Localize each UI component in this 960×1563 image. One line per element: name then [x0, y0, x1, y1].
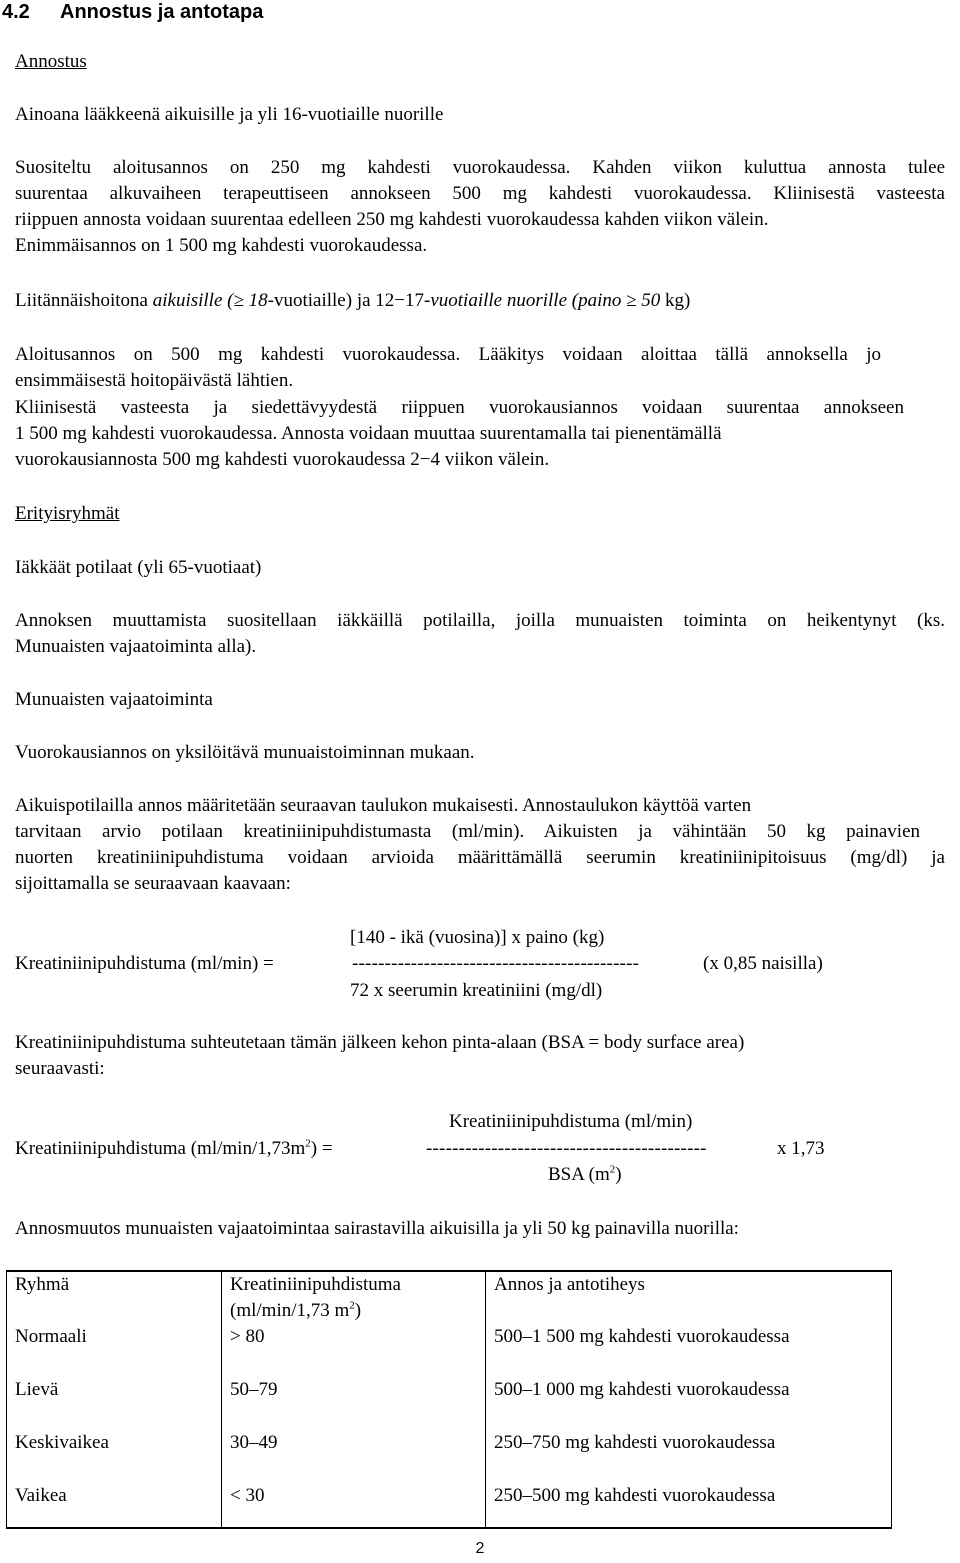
- header-clearance-end: ): [354, 1300, 362, 1321]
- header-dose: Annos ja antotiheys: [486, 1271, 892, 1324]
- formula1-numerator: [140 - ikä (vuosina)] x paino (kg): [350, 927, 605, 948]
- formula2-denominator: [548, 1162, 622, 1188]
- bsa-line-2: seuraavasti:: [15, 1058, 105, 1079]
- special-groups-heading: Erityisryhmät: [15, 503, 120, 524]
- row-clearance: < 30: [222, 1483, 486, 1528]
- table-header-row: [7, 1271, 892, 1324]
- dose-table: [6, 1270, 892, 1529]
- renal-line-1: Vuorokausiannos on yksilöitävä munuaistoiminnan mukaan.: [15, 742, 475, 763]
- formula2-numerator: Kreatiniinipuhdistuma (ml/min): [449, 1111, 693, 1132]
- formula2-bar: -------------------------------------------: [426, 1138, 707, 1159]
- adjunct-line-5: vuorokausiannosta 500 mg kahdesti vuorokaudessa 2−4 viikon välein.: [15, 449, 550, 470]
- adjunct-line-3: Kliinisestä vasteesta ja siedettävyydestä riippuen vuorokausiannos voidaan suurentaa annokseen: [15, 397, 904, 418]
- formula1-lhs: Kreatiniinipuhdistuma (ml/min) =: [15, 953, 274, 974]
- adjunct-sub-f: ≥ 50: [626, 290, 661, 311]
- section-number: 4.2: [2, 1, 30, 23]
- renal-line-2: Aikuispotilailla annos määritetään seuraavan taulukon mukaisesti. Annostaulukon käyttöä varten: [15, 795, 752, 816]
- elderly-line-2: Munuaisten vajaatoiminta alla).: [15, 636, 257, 657]
- row-dose: 250–500 mg kahdesti vuorokaudessa: [486, 1483, 892, 1528]
- adjunct-sub-d: -vuotiaille) ja 12−17-: [267, 290, 431, 311]
- table-row: [7, 1324, 892, 1377]
- adjunct-sub-g: kg): [660, 290, 691, 311]
- row-group: Lievä: [15, 1379, 59, 1400]
- elderly-subheading: Iäkkäät potilaat (yli 65-vuotiaat): [15, 557, 262, 578]
- mono-line-3: riippuen annosta voidaan suurentaa edelleen 250 mg kahdesti vuorokaudessa kahden viikon välein.: [15, 209, 769, 230]
- adjunct-sub-c: ≥ 18: [233, 290, 268, 311]
- adjunct-sub-e: vuotiaille nuorille (paino: [430, 290, 627, 311]
- header-clearance-b: (ml/min/1,73 m: [230, 1300, 350, 1321]
- table-row: [7, 1483, 892, 1528]
- mono-line-2: suurentaa alkuvaiheen terapeuttiseen annokseen 500 mg kahdesti vuorokaudessa. Kliinisestä vasteesta: [15, 183, 945, 204]
- formula2-lhs-sup: 2: [305, 1137, 311, 1150]
- formula1-denominator: 72 x seerumin kreatiniini (mg/dl): [350, 980, 603, 1001]
- renal-subheading: Munuaisten vajaatoiminta: [15, 689, 213, 710]
- row-dose: 500–1 000 mg kahdesti vuorokaudessa: [486, 1377, 892, 1430]
- row-clearance: 50–79: [222, 1377, 486, 1430]
- annostus-heading: Annostus: [15, 51, 87, 72]
- section-heading: [2, 0, 945, 25]
- table-intro: Annosmuutos munuaisten vajaatoimintaa sairastavilla aikuisilla ja yli 50 kg painavilla nuorilla:: [15, 1218, 739, 1239]
- header-clearance: [222, 1271, 486, 1324]
- row-group: Keskivaikea: [15, 1432, 109, 1453]
- row-group: Vaikea: [15, 1485, 67, 1506]
- renal-line-3: tarvitaan arvio potilaan kreatiniinipuhdistumasta (ml/min). Aikuisten ja vähintään 50 kg painavien: [15, 821, 920, 842]
- formula2-lhs-end: ) =: [310, 1138, 333, 1159]
- formula2-den-sup: 2: [609, 1163, 616, 1176]
- elderly-line-1: Annoksen muuttamista suositellaan iäkkäillä potilailla, joilla munuaisten toiminta on heikentynyt (ks.: [15, 610, 945, 631]
- formula2-lhs: [15, 1136, 333, 1162]
- section-title: Annostus ja antotapa: [60, 1, 264, 23]
- renal-line-5: sijoittamalla se seuraavaan kaavaan:: [15, 873, 291, 894]
- header-group: Ryhmä: [15, 1274, 70, 1295]
- table-row: [7, 1377, 892, 1430]
- formula2-lhs-text: Kreatiniinipuhdistuma (ml/min/1,73m: [15, 1138, 306, 1159]
- formula1-bar: --------------------------------------------: [352, 953, 640, 974]
- formula1-factor: (x 0,85 naisilla): [703, 953, 823, 974]
- adjunct-sub-a: Liitännäishoitona: [15, 290, 153, 311]
- formula2-den-end: ): [615, 1164, 622, 1185]
- header-clearance-sup: 2: [349, 1299, 355, 1312]
- row-clearance: > 80: [222, 1324, 486, 1377]
- adjunct-subheading: [15, 288, 945, 314]
- adjunct-sub-b: aikuisille (: [152, 290, 234, 311]
- adjunct-line-4: 1 500 mg kahdesti vuorokaudessa. Annosta voidaan muuttaa suurentamalla tai pienentämällä: [15, 423, 722, 444]
- renal-line-4: nuorten kreatiniinipuhdistuma voidaan arvioida määrittämällä seerumin kreatiniinipitoisuus (mg/dl) ja: [15, 847, 945, 868]
- row-group: Normaali: [15, 1326, 87, 1347]
- formula2-factor: x 1,73: [777, 1138, 825, 1159]
- monotherapy-subheading: Ainoana lääkkeenä aikuisille ja yli 16-vuotiaille nuorille: [15, 104, 444, 125]
- header-clearance-a: Kreatiniinipuhdistuma: [230, 1274, 401, 1295]
- bsa-line-1: Kreatiniinipuhdistuma suhteutetaan tämän jälkeen kehon pinta-alaan (BSA = body surface area): [15, 1032, 745, 1053]
- adjunct-line-2: ensimmäisestä hoitopäivästä lähtien.: [15, 370, 294, 391]
- mono-line-4: Enimmäisannos on 1 500 mg kahdesti vuorokaudessa.: [15, 235, 428, 256]
- row-clearance: 30–49: [222, 1430, 486, 1483]
- page-number: 2: [475, 1540, 485, 1557]
- formula2-den-text: BSA (m: [548, 1164, 610, 1185]
- table-row: [7, 1430, 892, 1483]
- row-dose: 500–1 500 mg kahdesti vuorokaudessa: [486, 1324, 892, 1377]
- row-dose: 250–750 mg kahdesti vuorokaudessa: [486, 1430, 892, 1483]
- mono-line-1: Suositeltu aloitusannos on 250 mg kahdesti vuorokaudessa. Kahden viikon kuluttua annosta tulee: [15, 157, 945, 178]
- adjunct-line-1: Aloitusannos on 500 mg kahdesti vuorokaudessa. Lääkitys voidaan aloittaa tällä annoksella jo: [15, 344, 881, 365]
